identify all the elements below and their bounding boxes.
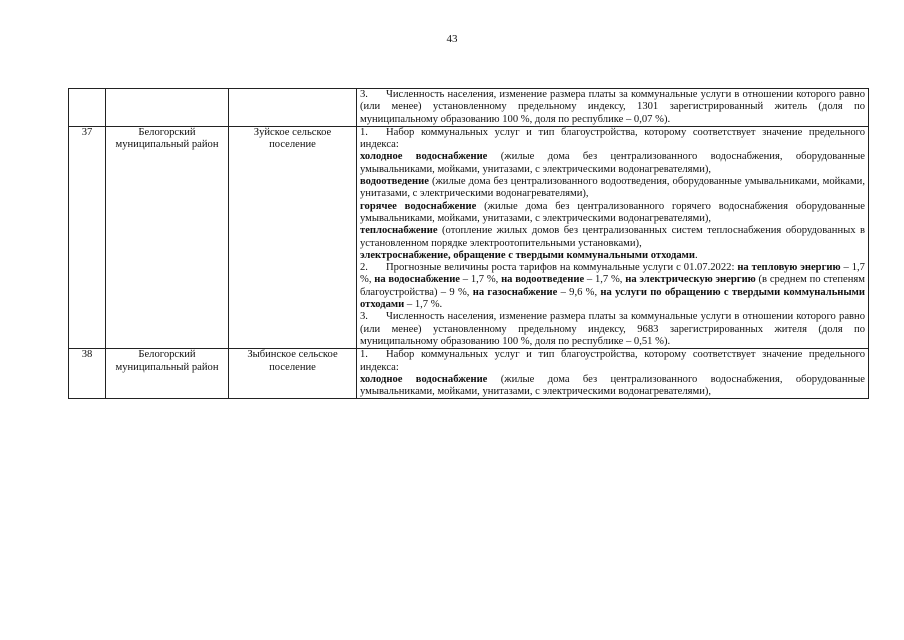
paragraph-3 <box>360 89 865 126</box>
table-row <box>69 349 869 399</box>
service-desc: (жилые дома без централизованного водоотведения, оборудованные умывальниками, мойками, унитазами, с электрическими водонагревателями), <box>360 176 865 200</box>
settlement-cell: Зыбинское сельское поселение <box>229 349 357 399</box>
tariff-name: на водоотведение <box>501 274 585 286</box>
paragraph-1 <box>360 127 865 152</box>
service-name: холодное водоснабжение <box>360 151 488 163</box>
table-row <box>69 89 869 127</box>
district-cell: Белогорский муниципальный район <box>106 349 229 399</box>
service-cold-water <box>360 151 865 176</box>
tariff-value: – 1,7 %, <box>360 262 865 286</box>
service-name: водоотведение <box>360 176 429 188</box>
service-desc: (жилые дома без централизованного горячего водоснабжения оборудованные умывальниками, мойками, унитазами, с электрическими водонагревателями), <box>360 200 865 224</box>
paragraph-3 <box>360 311 865 348</box>
content-cell <box>357 89 869 127</box>
service-name: электроснабжение, обращение с твердыми коммунальными отходами <box>360 249 695 261</box>
table-row <box>69 126 869 348</box>
service-desc: (отопление жилых домов без централизованных систем теплоснабжения оборудованных в установленном порядке электроотопительными установками), <box>360 225 865 249</box>
tariff-name: на газоснабжение <box>472 286 558 298</box>
row-number <box>69 89 106 127</box>
content-cell <box>357 126 869 348</box>
tariff-value: – 1,7 %. <box>404 299 443 311</box>
tariff-value: – 9,6 %, <box>557 286 601 298</box>
paragraph-text: Численность населения, изменение размера платы за коммунальные услуги в отношении которого равно (или менее) установленному предельному индексу, 9683 зарегистрированных жителя (доля по муниципальному образованию 100 %, доля по республике – 0,51 %). <box>360 311 865 347</box>
service-sewerage <box>360 176 865 201</box>
service-hot-water <box>360 201 865 226</box>
district-cell: Белогорский муниципальный район <box>106 126 229 348</box>
tariff-name: на водоснабжение <box>374 274 460 286</box>
paragraph-text: Набор коммунальных услуг и тип благоустройства, которому соответствует значение предельного индекса: <box>360 349 865 373</box>
service-name: холодное водоснабжение <box>360 373 488 385</box>
paragraph-index: 1. <box>360 349 368 361</box>
paragraph-index: 3. <box>360 311 368 323</box>
content-cell <box>357 349 869 399</box>
service-heating <box>360 225 865 250</box>
paragraph-index: 2. <box>360 262 368 274</box>
service-desc: . <box>694 249 698 261</box>
settlement-cell: Зуйское сельское поселение <box>229 126 357 348</box>
service-cold-water <box>360 374 865 399</box>
service-desc: (жилые дома без централизованного водоснабжения, оборудованные умывальниками, мойками, унитазами, с электрическими водонагревателями), <box>360 151 866 175</box>
tariff-value: (в среднем по степеням благоустройства) – 9 %, <box>360 274 865 298</box>
settlement-cell <box>229 89 357 127</box>
paragraph-index: 1. <box>360 126 368 138</box>
paragraph-text: Набор коммунальных услуг и тип благоустройства, которому соответствует значение предельного индекса: <box>360 126 865 151</box>
paragraph-index: 3. <box>360 89 368 100</box>
service-desc: (жилые дома без централизованного водоснабжения, оборудованные умывальниками, мойками, унитазами, с электрическими водонагревателями), <box>360 373 866 398</box>
district-cell <box>106 89 229 127</box>
service-name: теплоснабжение <box>360 225 438 237</box>
tariff-name: на электрическую энергию <box>625 274 756 286</box>
tariff-table <box>68 88 869 399</box>
tariff-name: на тепловую энергию <box>737 262 841 274</box>
paragraph-text: Прогнозные величины роста тарифов на коммунальные услуги с 01.07.2022: <box>386 262 738 274</box>
paragraph-2 <box>360 262 865 311</box>
tariff-value: – 1,7 %, <box>460 274 502 286</box>
page-number: 43 <box>446 33 458 45</box>
tariff-value: – 1,7 %, <box>584 274 626 286</box>
row-number: 37 <box>69 126 106 348</box>
paragraph-text: Численность населения, изменение размера платы за коммунальные услуги в отношении которого равно (или менее) установленному предельному индексу, 1301 зарегистрированный житель (доля по муниципальному образованию 100 %, доля по республике – 0,07 %). <box>360 89 865 125</box>
service-electricity-waste <box>360 250 865 262</box>
paragraph-1 <box>360 349 865 374</box>
service-name: горячее водоснабжение <box>360 200 477 212</box>
row-number: 38 <box>69 349 106 399</box>
tariff-name: на услуги по обращению с твердыми коммунальными отходами <box>360 286 865 311</box>
